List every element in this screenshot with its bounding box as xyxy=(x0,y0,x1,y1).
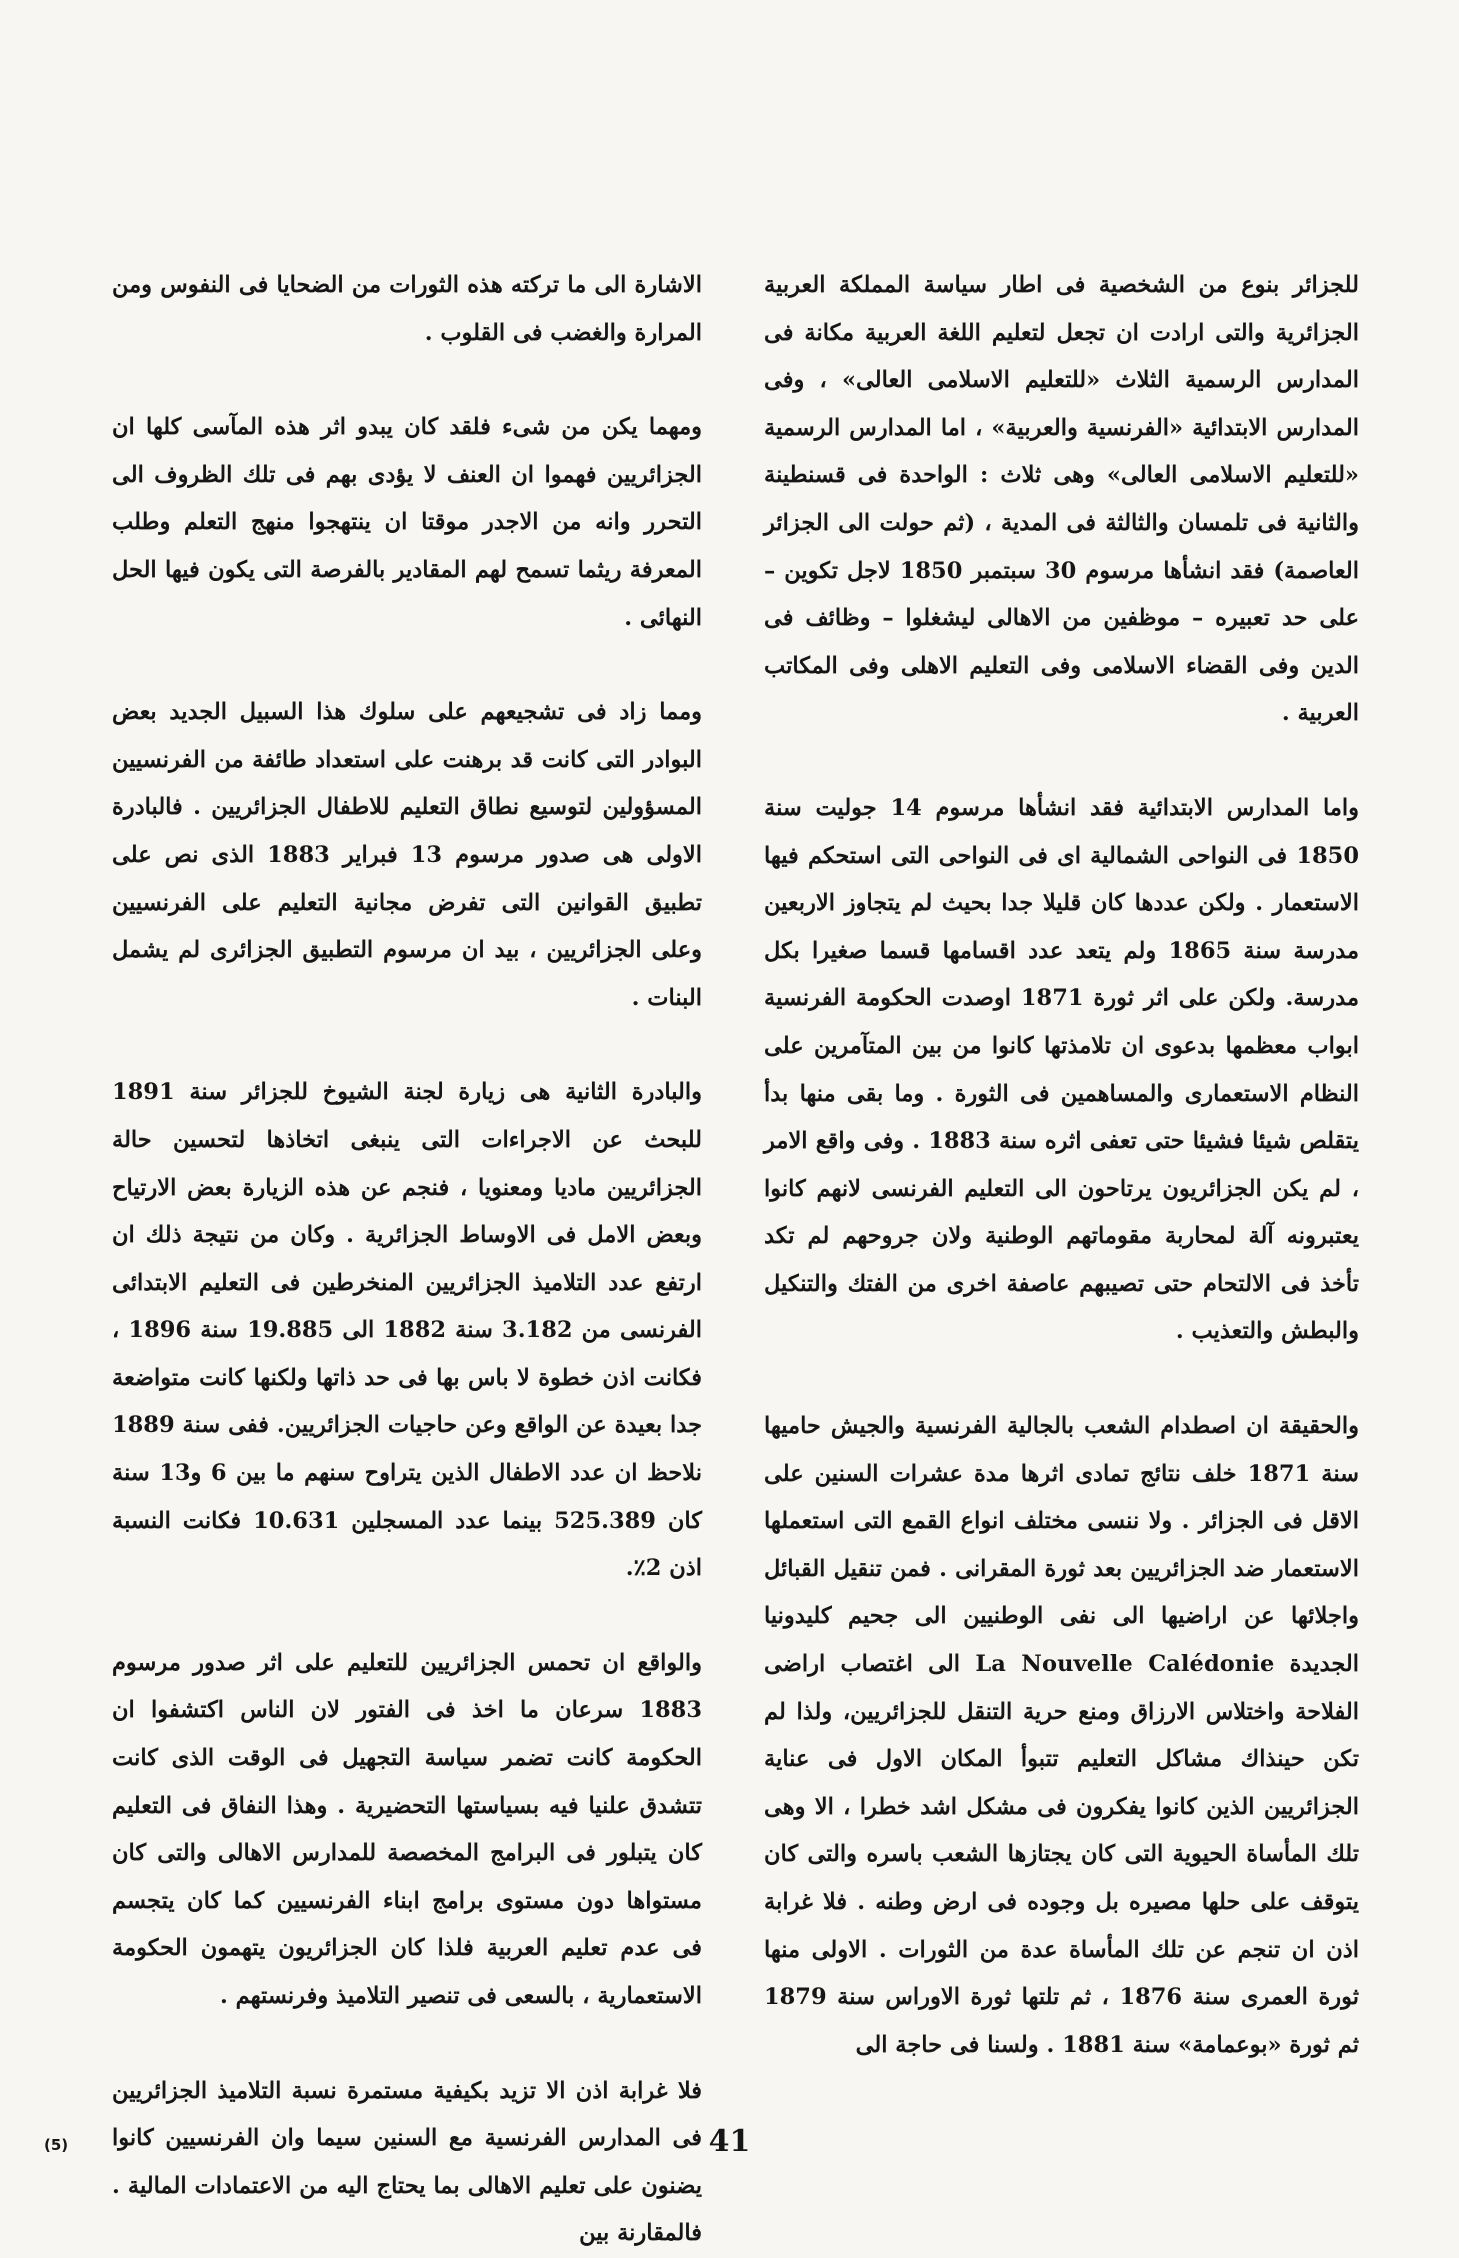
paragraph: ومهما يكن من شىء فلقد كان يبدو اثر هذه المآسى كلها ان الجزائريين فهموا ان العنف لا يؤدى بهم فى تلك الظروف الى التحرر وانه من الاجدر موقتا ان ينتهجوا منهج التعلم وطلب المعرفة ريثما تسمح لهم المقادير بالفرصة التى يكون فيها الحل النهائى . xyxy=(112,414,702,631)
paragraph: ومما زاد فى تشجيعهم على سلوك هذا السبيل الجديد بعض البوادر التى كانت قد برهنت على استعداد طائفة من الفرنسيين المسؤولين لتوسيع نطاق التعليم للاطفال الجزائريين . فالبادرة الاولى هى صدور مرسوم 13 فبراير 1883 الذى نص على تطبيق القوانين التى تفرض مجانية التعليم على الفرنسيين وعلى الجزائريين ، بيد ان مرسوم التطبيق الجزائرى لم يشمل البنات . xyxy=(112,699,703,1011)
paragraph: للجزائر بنوع من الشخصية فى اطار سياسة المملكة العربية الجزائرية والتى ارادت ان تجعل لتعليم اللغة العربية مكانة فى المدارس الرسمية الثلاث «للتعليم الاسلامى العالى» ، وفى المدارس الابتدائية «الفرنسية والعربية» ، اما المدارس الرسمية «للتعليم الاسلامى العالى» وهى ثلاث : الواحدة فى قسنطينة والثانية فى تلمسان والثالثة فى المدية ، (ثم حولت الى الجزائر العاصمة) فقد انشأها مرسوم 30 سبتمبر 1850 لاجل تكوين – على حد تعبيره – موظفين من الاهالى ليشغلوا – وظائف فى الدين وفى القضاء الاسلامى وفى التعليم الاهلى وفى المكاتب العربية . xyxy=(764,272,1359,727)
paragraph: فلا غرابة اذن الا تزيد بكيفية مستمرة نسبة التلاميذ الجزائريين فى المدارس الفرنسية مع السنين سيما وان الفرنسيين كانوا يضنون على تعليم الاهالى بما يحتاج اليه من الاعتمادات المالية . فالمقارنة بين xyxy=(112,2077,702,2247)
right-text-column xyxy=(764,262,1359,2069)
paragraph: واما المدارس الابتدائية فقد انشأها مرسوم 14 جوليت سنة 1850 فى النواحى الشمالية اى فى النواحى التى استحكم فيها الاستعمار . ولكن عددها كان قليلا جدا بحيث لم يتجاوز الاربعين مدرسة سنة 1865 ولم يتعد عدد اقسامها قسما صغيرا بكل مدرسة. ولكن على اثر ثورة 1871 اوصدت الحكومة الفرنسية ابواب معظمها بدعوى ان تلامذتها كانوا من بين المتآمرين على النظام الاستعمارى والمساهمين فى الثورة . وما بقى منها بدأ يتقلص شيئا فشيئا حتى تعفى اثره سنة 1883 . وفى واقع الامر ، لم يكن الجزائريون يرتاحون الى التعليم الفرنسى لانهم كانوا يعتبرونه آلة لمحاربة مقوماتهم الوطنية ولان جروحهم لم تكد تأخذ فى الالتحام حتى تصيبهم عاصفة اخرى من الفتك والتنكيل والبطش والتعذيب . xyxy=(764,794,1360,1345)
page-number: 41 xyxy=(708,2124,751,2159)
left-text-column xyxy=(112,262,702,2258)
paragraph: والواقع ان تحمس الجزائريين للتعليم على اثر صدور مرسوم 1883 سرعان ما اخذ فى الفتور لان الناس اكتشفوا ان الحكومة كانت تضمر سياسة التجهيل فى الوقت الذى كانت تتشدق علنيا فيه بسياستها التحضيرية . وهذا النفاق فى التعليم كان يتبلور فى البرامج المخصصة للمدارس الاهالى والتى كان مستواها دون مستوى برامج ابناء الفرنسيين كما كان يتجسم فى عدم تعليم العربية فلذا كان الجزائريون يتهمون الحكومة الاستعمارية ، بالسعى فى تنصير التلاميذ وفرنستهم . xyxy=(112,1649,702,2009)
paragraph: والحقيقة ان اصطدام الشعب بالجالية الفرنسية والجيش حاميها سنة 1871 خلف نتائج تمادى اثرها مدة عشرات السنين على الاقل فى الجزائر . ولا ننسى مختلف انواع القمع التى استعملها الاستعمار ضد الجزائريين بعد ثورة المقرانى . فمن تنقيل القبائل واجلائها عن اراضيها الى نفى الوطنيين الى جحيم كليدونيا الجديدة La Nouvelle Calédonie الى اغتصاب اراضى الفلاحة واختلاس الارزاق ومنع حرية التنقل للجزائريين، ولذا لم تكن حينذاك مشاكل التعليم تتبوأ المكان الاول فى عناية الجزائريين الذين كانوا يفكرون فى مشكل اشد خطرا ، الا وهى تلك المأساة الحيوية التى كان يجتازها الشعب باسره والتى كان يتوقف على حلها مصيره بل وجوده فى ارض وطنه . فلا غرابة اذن ان تنجم عن تلك المأساة عدة من الثورات . الاولى منها ثورة العمرى سنة 1876 ، ثم تلتها ثورة الاوراس سنة 1879 ثم ثورة «بوعمامة» سنة 1881 . ولسنا فى حاجة الى xyxy=(764,1413,1360,2058)
footnote-marker: (5) xyxy=(44,2136,69,2154)
paragraph: الاشارة الى ما تركته هذه الثورات من الضحايا فى النفوس ومن المرارة والغضب فى القلوب . xyxy=(112,272,702,346)
paragraph: والبادرة الثانية هى زيارة لجنة الشيوخ للجزائر سنة 1891 للبحث عن الاجراءات التى ينبغى اتخاذها لتحسين حالة الجزائريين ماديا ومعنويا ، فنجم عن هذه الزيارة بعض الارتياح وبعض الامل فى الاوساط الجزائرية . وكان من نتيجة ذلك ان ارتفع عدد التلاميذ الجزائريين المنخرطين فى التعليم الابتدائى الفرنسى من 3.182 سنة 1882 الى 19.885 سنة 1896 ، فكانت اذن خطوة لا باس بها فى حد ذاتها ولكنها كانت متواضعة جدا بعيدة عن الواقع وعن حاجيات الجزائريين. ففى سنة 1889 نلاحظ ان عدد الاطفال الذين يتراوح سنهم ما بين 6 و13 سنة كان 525.389 بينما عدد المسجلين 10.631 فكانت النسبة اذن 2٪. xyxy=(112,1079,703,1582)
